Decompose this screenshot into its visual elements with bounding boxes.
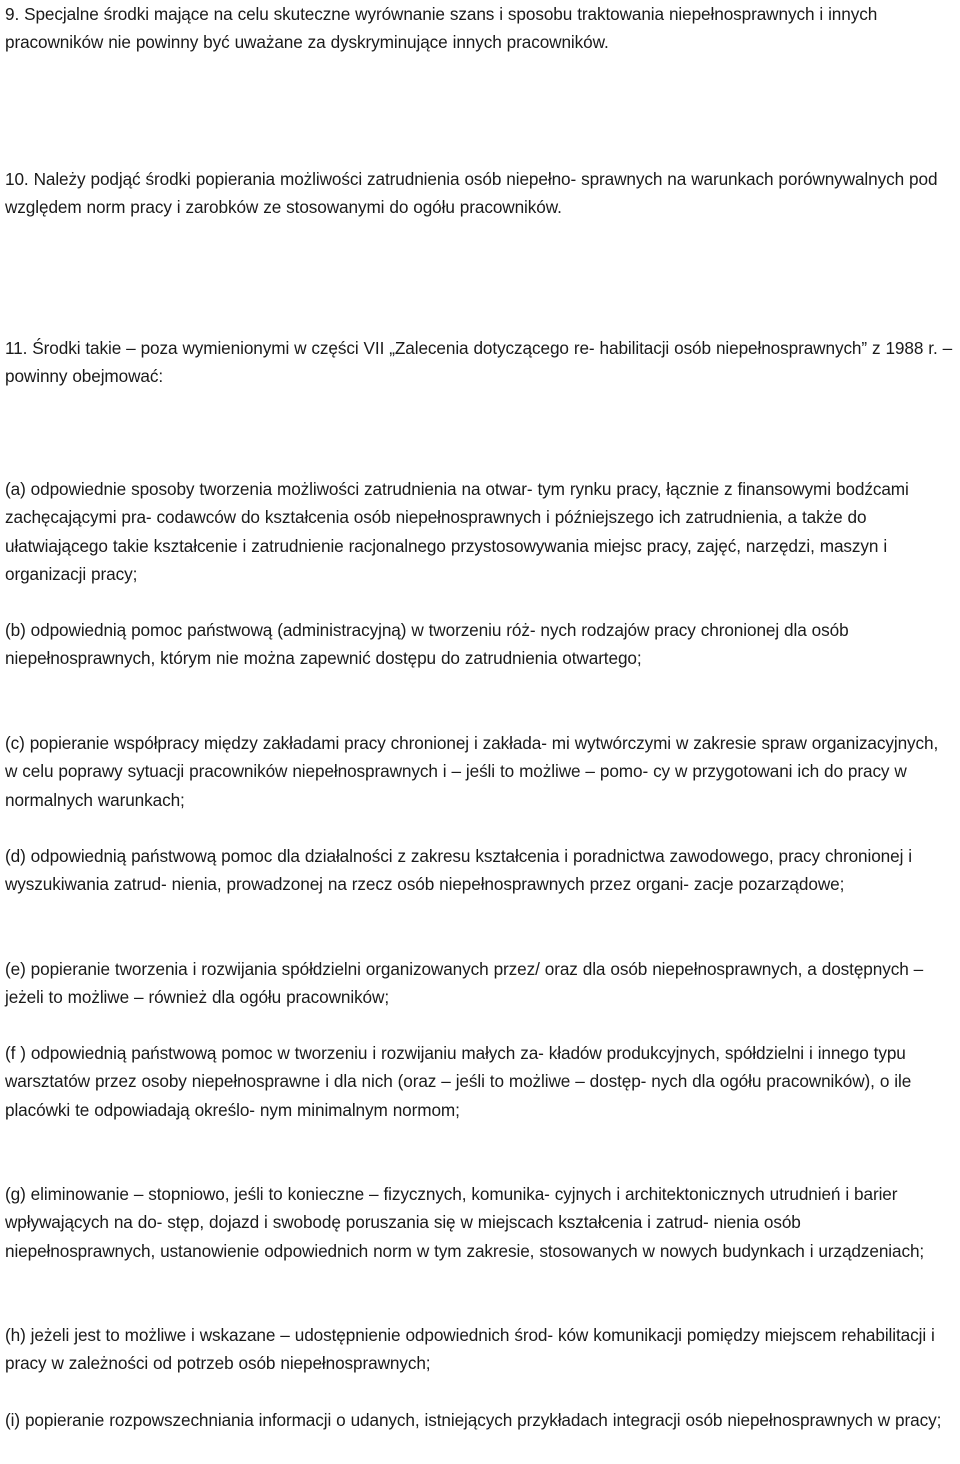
paragraph-10: 10. Należy podjąć środki popierania możliwości zatrudnienia osób niepełno- sprawnych na warunkach porównywalnych pod względem norm pracy i zarobków ze stosowanymi do ogółu pracowników.	[5, 169, 938, 218]
paragraph-g: (g) eliminowanie – stopniowo, jeśli to konieczne – fizycznych, komunika- cyjnych i architektonicznych utrudnień i barier wpływających na do- stęp, dojazd i swobodę poruszania się w miejscach kształcenia i zatrud- nienia osób niepełnosprawnych, ustanowienie odpowiednich norm w tym zakresie, stosowanych w nowych budynkach i urządzeniach;	[5, 1184, 925, 1261]
paragraph-d: (d) odpowiednią państwową pomoc dla działalności z zakresu kształcenia i poradnictwa zawodowego, pracy chronionej i wyszukiwania zatrud- nienia, prowadzonej na rzecz osób niepełnosprawnych przez organi- zacje pozarządowe;	[5, 846, 912, 895]
paragraph-b: (b) odpowiednią pomoc państwową (administracyjną) w tworzeniu róż- nych rodzajów pracy chronionej dla osób niepełnosprawnych, którym nie można zapewnić dostępu do zatrudnienia otwartego;	[5, 620, 849, 669]
paragraph-e: (e) popieranie tworzenia i rozwijania spółdzielni organizowanych przez/ oraz dla osób niepełnosprawnych, a dostępnych – jeżeli to możliwe – również dla ogółu pracowników;	[5, 959, 924, 1008]
paragraph-h: (h) jeżeli jest to możliwe i wskazane – udostępnienie odpowiednich środ- ków komunikacji pomiędzy miejscem rehabilitacji i pracy w zależności od potrzeb osób niepełnosprawnych;	[5, 1325, 935, 1374]
paragraph-c: (c) popieranie współpracy między zakładami pracy chronionej i zakłada- mi wytwórczymi w zakresie spraw organizacyjnych, w celu poprawy sytuacji pracowników niepełnosprawnych i – jeśli to możliwe – pomo- cy w przygotowani ich do pracy w normalnych warunkach;	[5, 733, 939, 810]
paragraph-9: 9. Specjalne środki mające na celu skuteczne wyrównanie szans i sposobu traktowania niepełnosprawnych i innych pracowników nie powinny być uważane za dyskryminujące innych pracowników.	[5, 4, 878, 53]
paragraph-f: (f ) odpowiednią państwową pomoc w tworzeniu i rozwijaniu małych za- kładów produkcyjnych, spółdzielni i innego typu warsztatów przez osoby niepełnosprawne i dla nich (oraz – jeśli to możliwe – dostęp- nych dla ogółu pracowników), o ile placówki te odpowiadają określo- nym minimalnym normom;	[5, 1043, 912, 1120]
paragraph-a: (a) odpowiednie sposoby tworzenia możliwości zatrudnienia na otwar- tym rynku pracy, łącznie z finansowymi bodźcami zachęcającymi pra- codawców do kształcenia osób niepełnosprawnych i późniejszego ich zatrudnienia, a także do ułatwiającego takie kształcenie i zatrudnienie racjonalnego przystosowywania miejsc pracy, zajęć, narzędzi, maszyn i organizacji pracy;	[5, 479, 909, 584]
paragraph-11: 11. Środki takie – poza wymienionymi w części VII „Zalecenia dotyczącego re- habilitacji osób niepełnosprawnych” z 1988 r. – powinny obejmować:	[5, 338, 953, 387]
paragraph-i: (i) popieranie rozpowszechniania informacji o udanych, istniejących przykładach integracji osób niepełnosprawnych w pracy;	[5, 1410, 942, 1430]
